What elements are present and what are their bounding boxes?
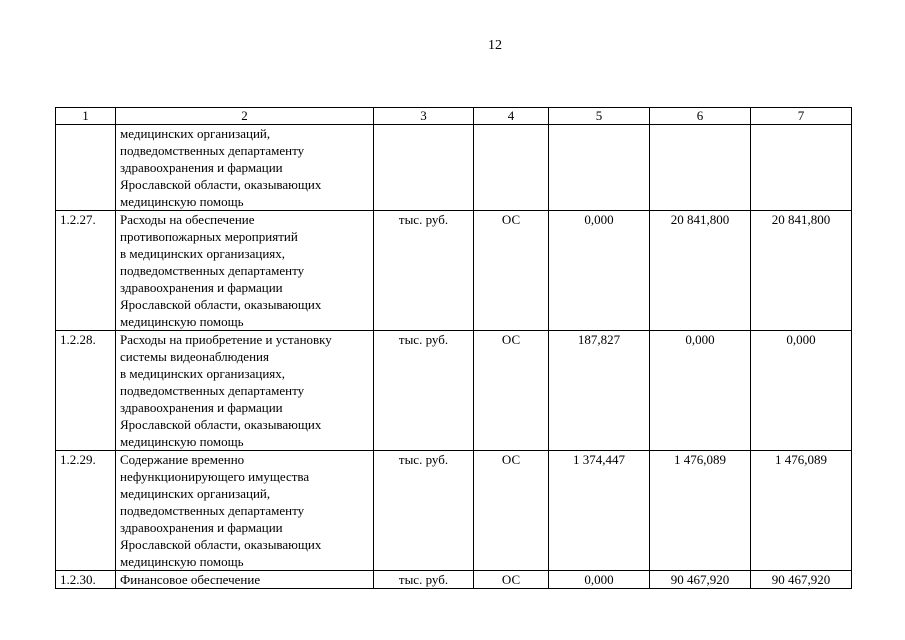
description-line: здравоохранения и фармации (120, 160, 283, 175)
row-value-5 (549, 125, 650, 211)
column-header: 6 (650, 108, 751, 125)
description-line: нефункционирующего имущества (120, 469, 310, 484)
row-value-5: 0,000 (549, 211, 650, 331)
row-description (116, 211, 374, 331)
row-value-5: 187,827 (549, 331, 650, 451)
row-number: 1.2.28. (56, 331, 116, 451)
row-value-6 (650, 125, 751, 211)
row-description (116, 125, 374, 211)
row-value-6: 0,000 (650, 331, 751, 451)
column-header: 7 (751, 108, 852, 125)
row-value-6: 20 841,800 (650, 211, 751, 331)
row-unit: тыс. руб. (374, 331, 474, 451)
description-line: здравоохранения и фармации (120, 400, 283, 415)
description-line: системы видеонаблюдения (120, 349, 269, 364)
row-description (116, 331, 374, 451)
table-row (56, 331, 852, 451)
column-header: 1 (56, 108, 116, 125)
table-header-row (56, 108, 852, 125)
row-value-7: 20 841,800 (751, 211, 852, 331)
description-line: противопожарных мероприятий (120, 229, 298, 244)
row-source: ОС (474, 571, 549, 589)
row-value-7: 1 476,089 (751, 451, 852, 571)
description-line: Ярославской области, оказывающих (120, 177, 322, 192)
row-source (474, 125, 549, 211)
description-line: подведомственных департаменту (120, 503, 305, 518)
row-value-6: 1 476,089 (650, 451, 751, 571)
description-line: в медицинских организациях, (120, 366, 286, 381)
description-line: в медицинских организациях, (120, 246, 286, 261)
description-line: Ярославской области, оказывающих (120, 297, 322, 312)
description-line: подведомственных департаменту (120, 143, 305, 158)
description-line: медицинскую помощь (120, 434, 244, 449)
data-table (55, 107, 852, 589)
page-number: 12 (488, 38, 502, 53)
row-value-7: 0,000 (751, 331, 852, 451)
row-source: ОС (474, 211, 549, 331)
row-source: ОС (474, 451, 549, 571)
column-header: 5 (549, 108, 650, 125)
row-value-7: 90 467,920 (751, 571, 852, 589)
description-line: медицинских организаций, (120, 486, 271, 501)
table-row (56, 571, 852, 589)
row-number: 1.2.29. (56, 451, 116, 571)
description-line: здравоохранения и фармации (120, 520, 283, 535)
table-row (56, 125, 852, 211)
row-description (116, 451, 374, 571)
row-value-5: 1 374,447 (549, 451, 650, 571)
description-line: здравоохранения и фармации (120, 280, 283, 295)
row-value-7 (751, 125, 852, 211)
description-line: Содержание временно (120, 452, 245, 467)
row-unit (374, 125, 474, 211)
description-line: медицинских организаций, (120, 126, 271, 141)
row-description (116, 571, 374, 589)
row-unit: тыс. руб. (374, 571, 474, 589)
row-unit: тыс. руб. (374, 451, 474, 571)
description-line: Ярославской области, оказывающих (120, 417, 322, 432)
description-line: медицинскую помощь (120, 314, 244, 329)
description-line: подведомственных департаменту (120, 263, 305, 278)
row-number: 1.2.30. (56, 571, 116, 589)
column-header: 2 (116, 108, 374, 125)
row-source: ОС (474, 331, 549, 451)
row-number (56, 125, 116, 211)
description-line: медицинскую помощь (120, 194, 244, 209)
description-line: Расходы на обеспечение (120, 212, 255, 227)
row-unit: тыс. руб. (374, 211, 474, 331)
column-header: 3 (374, 108, 474, 125)
table-row (56, 451, 852, 571)
row-number: 1.2.27. (56, 211, 116, 331)
description-line: Финансовое обеспечение (120, 572, 261, 587)
row-value-6: 90 467,920 (650, 571, 751, 589)
column-header: 4 (474, 108, 549, 125)
row-value-5: 0,000 (549, 571, 650, 589)
description-line: подведомственных департаменту (120, 383, 305, 398)
description-line: Ярославской области, оказывающих (120, 537, 322, 552)
table-row (56, 211, 852, 331)
description-line: медицинскую помощь (120, 554, 244, 569)
description-line: Расходы на приобретение и установку (120, 332, 332, 347)
